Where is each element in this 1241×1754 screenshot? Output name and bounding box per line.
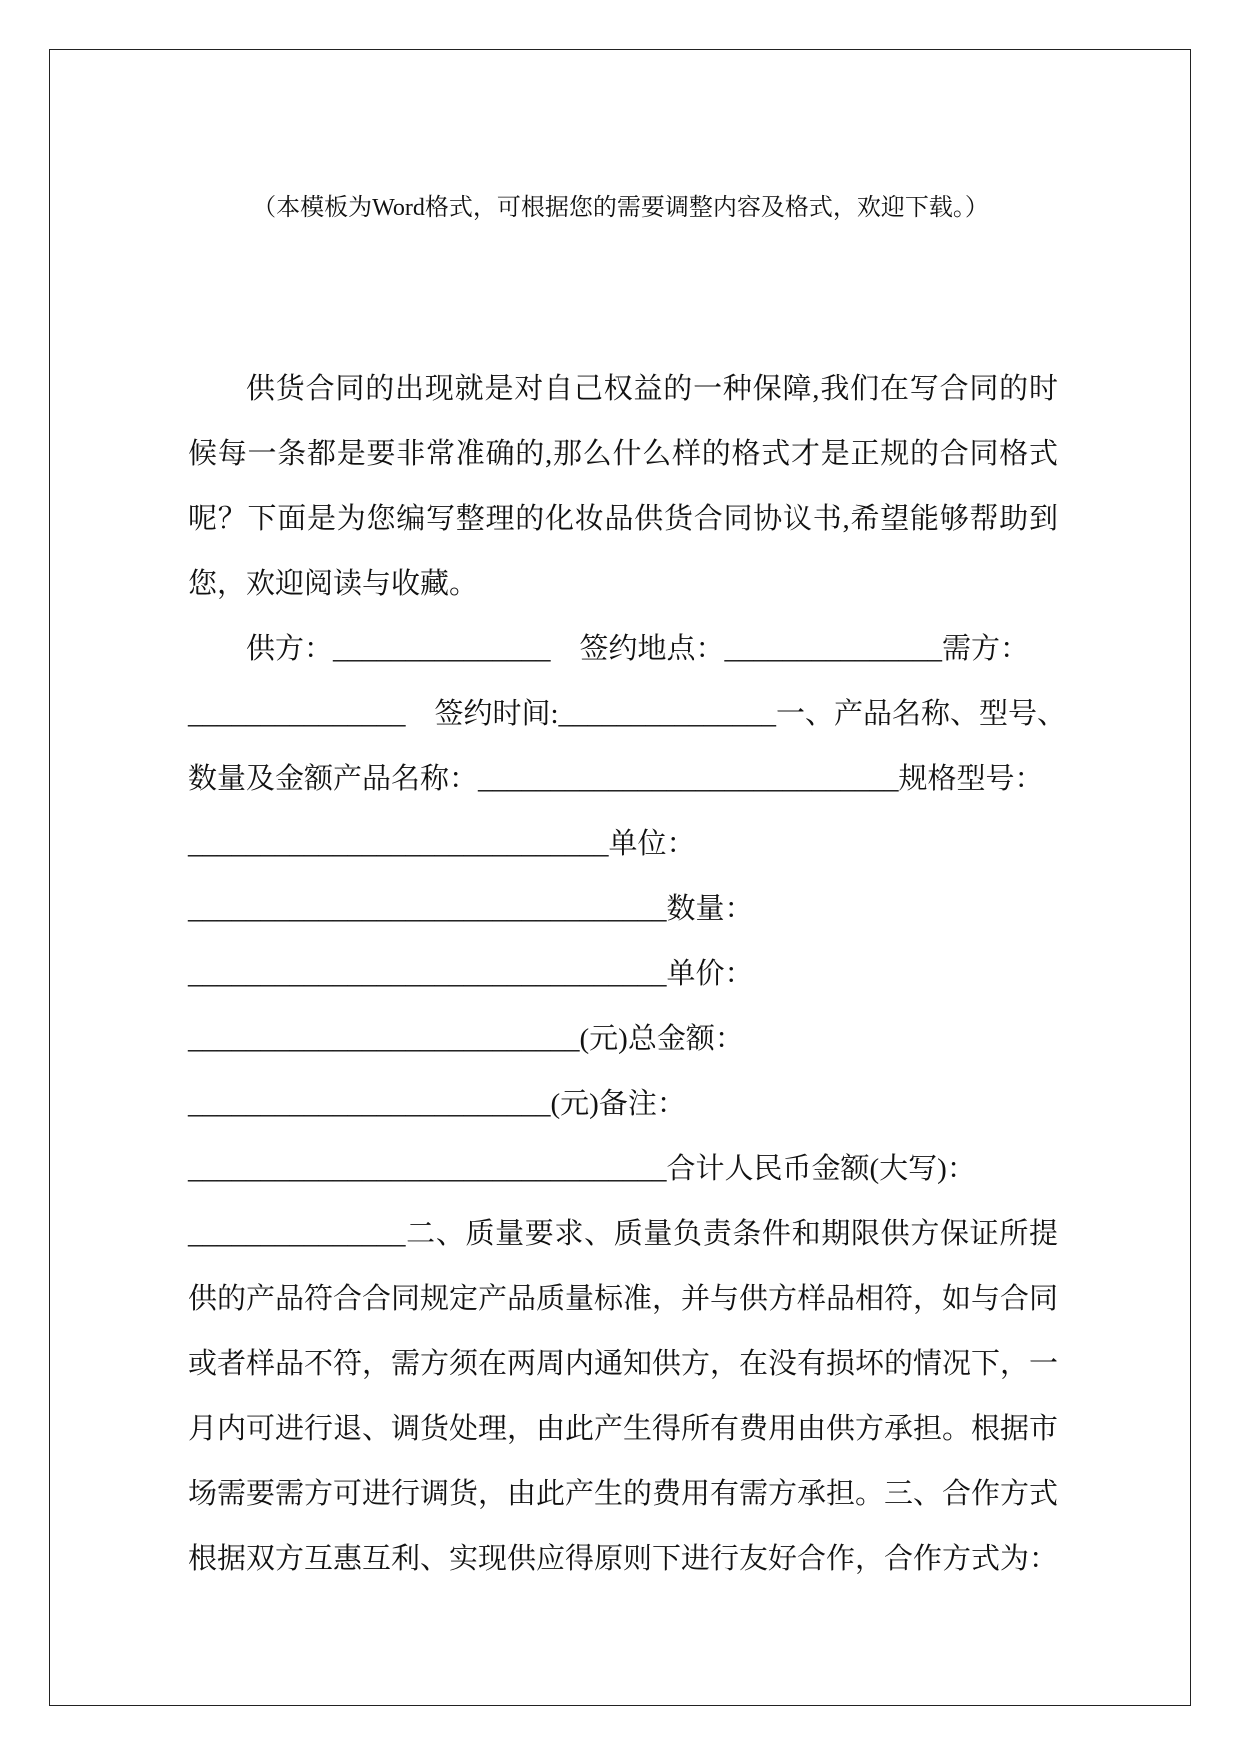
form-line-quantity: _________________________________数量： (188, 893, 754, 925)
clause-quality-line-4: 月内可进行退、调货处理，由此产生得所有费用由供方承担。根据市 (188, 1413, 1059, 1445)
form-line-product-name: 数量及金额产品名称：_____________________________规格型号： (188, 763, 1044, 795)
clause-cooperation-line-1: 场需要需方可进行调货，由此产生的费用有需方承担。三、合作方式 (188, 1478, 1059, 1510)
form-line-total-rmb-uppercase: _________________________________合计人民币金额(大写)： (188, 1153, 976, 1185)
form-line-unit-price: _________________________________单价： (188, 958, 754, 990)
intro-line-3: 呢？下面是为您编写整理的化妆品供货合同协议书,希望能够帮助到 (188, 503, 1058, 535)
intro-line-4: 您，欢迎阅读与收藏。 (188, 568, 479, 600)
form-line-signing-time: _______________ 签约时间:_______________一、产品名称、型号、 (188, 698, 1067, 730)
form-line-supplier-signing-place: 供方：_______________ 签约地点：_______________需方： (246, 633, 1030, 665)
intro-line-1: 供货合同的出现就是对自己权益的一种保障,我们在写合同的时 (246, 373, 1058, 405)
document-body (188, 357, 1067, 1592)
form-line-total-amount: ___________________________(元)总金额： (188, 1023, 744, 1055)
form-line-unit: _____________________________单位： (188, 828, 696, 860)
template-note: （本模板为Word格式，可根据您的需要调整内容及格式，欢迎下载。） (252, 195, 989, 221)
clause-quality-line-2: 供的产品符合合同规定产品质量标准，并与供方样品相符，如与合同 (188, 1283, 1059, 1315)
clause-quality-line-3: 或者样品不符，需方须在两周内通知供方，在没有损坏的情况下，一 (188, 1348, 1059, 1380)
clause-cooperation-line-2: 根据双方互惠互利、实现供应得原则下进行友好合作，合作方式为： (188, 1543, 1059, 1575)
intro-line-2: 候每一条都是要非常准确的,那么什么样的格式才是正规的合同格式 (188, 438, 1058, 470)
clause-quality-line-1: _______________二、质量要求、质量负责条件和期限供方保证所提 (188, 1218, 1058, 1250)
form-line-remarks: _________________________(元)备注： (188, 1088, 686, 1120)
